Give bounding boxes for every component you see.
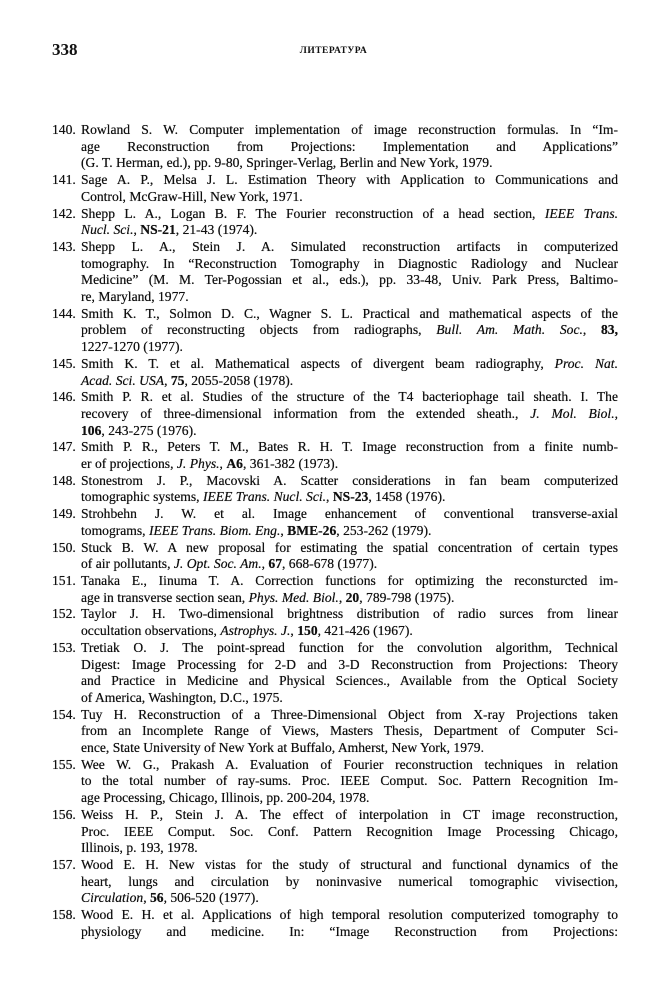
reference-text: (G. T. Herman, ed.), pp. 9-80, Springer-Verlag, Berlin and New York, 1979. — [81, 155, 493, 171]
reference-line — [81, 456, 618, 473]
reference-number: 158. — [52, 907, 76, 923]
reference-line — [81, 373, 618, 390]
reference-line — [81, 406, 618, 423]
reference-line — [81, 189, 618, 206]
reference-text: , 21-43 (1974). — [175, 222, 258, 238]
reference-number: 143. — [52, 238, 76, 254]
page-number: 338 — [52, 40, 78, 59]
reference-text: occultation observations, — [81, 623, 221, 639]
reference-text: , — [280, 522, 288, 538]
reference-entry — [52, 540, 618, 573]
reference-line — [81, 857, 618, 874]
reference-line — [81, 640, 618, 657]
reference-text: , 2055-2058 (1978). — [184, 372, 294, 388]
reference-line — [81, 256, 618, 273]
reference-text: Wood E. H. et al. Applications of high temporal resolution computerized tomography to — [81, 907, 618, 923]
volume-number: 75 — [170, 372, 185, 388]
journal-title: Proc. Nat. — [554, 355, 618, 371]
reference-entry — [52, 206, 618, 239]
reference-line — [81, 556, 618, 573]
journal-title: IEEE Trans. Nucl. Sci. — [202, 489, 327, 505]
reference-number: 154. — [52, 706, 76, 722]
reference-text: , 1458 (1976). — [368, 489, 446, 505]
reference-text: Smith P. R., Peters T. M., Bates R. H. T. Image reconstruction from a finite numb- — [81, 439, 618, 455]
journal-title: Nucl. Sci. — [81, 222, 134, 238]
reference-text: Control, McGraw-Hill, New York, 1971. — [81, 188, 303, 204]
reference-line — [81, 590, 618, 607]
reference-text: , 789-798 (1975). — [359, 589, 455, 605]
reference-entry — [52, 857, 618, 907]
reference-entry — [52, 306, 618, 356]
reference-text: age in transverse section sean, — [81, 589, 249, 605]
reference-text: of air pollutants, — [81, 556, 174, 572]
reference-number: 147. — [52, 439, 76, 455]
reference-line — [81, 690, 618, 707]
volume-number: NS-23 — [332, 489, 369, 505]
reference-line — [81, 239, 618, 256]
reference-entry — [52, 807, 618, 857]
journal-title: Astrophys. J. — [220, 623, 291, 639]
reference-line — [81, 874, 618, 891]
reference-entry — [52, 640, 618, 707]
reference-number: 151. — [52, 572, 76, 588]
volume-number: NS-21 — [140, 222, 176, 238]
volume-number: 83, — [601, 322, 618, 338]
reference-text: , — [290, 623, 298, 639]
reference-number: 142. — [52, 205, 76, 221]
reference-text: , 243-275 (1976). — [101, 422, 197, 438]
reference-line — [81, 473, 618, 490]
reference-text: , 253-262 (1979). — [336, 522, 432, 538]
reference-number: 153. — [52, 639, 76, 655]
journal-title: J. Mol. Biol. — [530, 405, 615, 421]
reference-text: Tuy H. Reconstruction of a Three-Dimensional Object from X-ray Projections taken — [81, 706, 618, 722]
reference-line — [81, 673, 618, 690]
journal-title: J. Opt. Soc. Am. — [173, 556, 262, 572]
reference-entry — [52, 506, 618, 539]
reference-entry — [52, 606, 618, 639]
reference-text: Weiss H. P., Stein J. A. The effect of interpolation in CT image reconstruction, — [81, 806, 618, 822]
volume-number: BME-26 — [287, 522, 337, 538]
reference-line — [81, 573, 618, 590]
reference-text: physiology and medicine. In: “Image Reconstruction from Projections: — [81, 923, 618, 939]
reference-text: er of projections, — [81, 456, 177, 472]
reference-text: Shepp L. A., Logan B. F. The Fourier reconstruction of a head section, — [81, 205, 545, 221]
reference-text: 1227-1270 (1977). — [81, 339, 183, 355]
reference-line — [81, 840, 618, 857]
volume-number: A6 — [226, 456, 243, 472]
reference-number: 152. — [52, 606, 76, 622]
reference-line — [81, 790, 618, 807]
reference-entry — [52, 907, 618, 940]
reference-number: 155. — [52, 756, 76, 772]
reference-entry — [52, 473, 618, 506]
reference-line — [81, 657, 618, 674]
reference-number: 145. — [52, 355, 76, 371]
reference-line — [81, 540, 618, 557]
reference-entry — [52, 707, 618, 757]
reference-text: Digest: Image Processing for 2-D and 3-D Reconstruction from Projections: Theory — [81, 656, 618, 672]
reference-line — [81, 707, 618, 724]
reference-text: , — [326, 489, 333, 505]
reference-line — [81, 439, 618, 456]
reference-line — [81, 206, 618, 223]
reference-line — [81, 506, 618, 523]
reference-text: , — [261, 556, 269, 572]
reference-text: , 506-520 (1977). — [163, 890, 259, 906]
reference-text: ence, State University of New York at Buffalo, Amherst, New York, 1979. — [81, 740, 484, 756]
reference-text: , — [143, 890, 150, 906]
reference-line — [81, 155, 618, 172]
reference-line — [81, 322, 618, 339]
reference-number: 141. — [52, 172, 76, 188]
reference-text: Rowland S. W. Computer implementation of image reconstruction formulas. In “Im- — [81, 122, 618, 137]
reference-text: , 668-678 (1977). — [281, 556, 378, 572]
reference-line — [81, 757, 618, 774]
reference-text: recovery of three-dimensional information from the extended sheath., — [81, 405, 531, 421]
volume-number: 67 — [268, 556, 282, 572]
journal-title: Bull. Am. Math. Soc. — [436, 322, 583, 338]
reference-text: , — [133, 222, 141, 238]
reference-entry — [52, 172, 618, 205]
reference-entry — [52, 573, 618, 606]
reference-line — [81, 172, 618, 189]
reference-text: tomographic systems, — [81, 489, 203, 505]
reference-line — [81, 723, 618, 740]
volume-number: 150 — [297, 623, 318, 639]
reference-text: tomograms, — [81, 522, 149, 538]
reference-line — [81, 289, 618, 306]
reference-text: Wood E. H. New vistas for the study of structural and functional dynamics of the — [81, 856, 618, 872]
reference-text: Smith P. R. et al. Studies of the structure of the T4 bacteriophage tail sheath. I. The — [81, 389, 618, 405]
reference-line — [81, 489, 618, 506]
journal-title: Circulation — [81, 890, 144, 906]
reference-line — [81, 339, 618, 356]
reference-line — [81, 773, 618, 790]
reference-entry — [52, 439, 618, 472]
reference-text: , — [338, 589, 346, 605]
reference-text: , — [614, 405, 619, 421]
journal-title: IEEE Trans. — [544, 205, 619, 221]
reference-line — [81, 523, 618, 540]
reference-entry — [52, 122, 618, 172]
reference-line — [81, 807, 618, 824]
reference-text: , 421-426 (1967). — [317, 623, 413, 639]
reference-text: Illinois, p. 193, 1978. — [81, 840, 198, 856]
reference-text: , — [164, 372, 171, 388]
reference-line — [81, 890, 618, 907]
reference-line — [81, 306, 618, 323]
reference-text: Stonestrom J. P., Macovski A. Scatter considerations in fan beam computerized — [81, 472, 618, 488]
reference-text: Tanaka E., Iinuma T. A. Correction functions for optimizing the reconsturcted im- — [81, 572, 618, 588]
reference-text: , 361-382 (1973). — [242, 456, 339, 472]
journal-title: Acad. Sci. USA — [81, 372, 165, 388]
reference-entry — [52, 239, 618, 306]
reference-text: Smith K. T., Solmon D. C., Wagner S. L. Practical and mathematical aspects of the — [81, 305, 618, 321]
reference-text: , — [219, 456, 227, 472]
reference-list — [52, 122, 618, 940]
reference-line — [81, 222, 618, 239]
reference-text: age Reconstruction from Projections: Implementation and Applications” — [81, 138, 618, 154]
reference-number: 157. — [52, 856, 76, 872]
reference-text: , — [582, 322, 601, 338]
reference-line — [81, 356, 618, 373]
reference-line — [81, 122, 618, 139]
reference-number: 150. — [52, 539, 76, 555]
reference-text: Strohbehn J. W. et al. Image enhancement of conventional transverse-axial — [81, 506, 618, 522]
reference-text: Medicine” (M. M. Ter-Pogossian et al., eds.), pp. 33-48, Univ. Park Press, Baltimo- — [81, 272, 618, 288]
journal-title: Phys. Med. Biol. — [248, 589, 339, 605]
reference-line — [81, 606, 618, 623]
reference-entry — [52, 389, 618, 439]
reference-text: Proc. IEEE Comput. Soc. Conf. Pattern Recognition Image Processing Chicago, — [81, 823, 618, 839]
reference-text: and Practice in Medicine and Physical Sciences., Available from the Optical Society — [81, 673, 618, 689]
reference-text: Wee W. G., Prakash A. Evaluation of Fourier reconstruction techniques in relation — [81, 756, 618, 772]
reference-number: 156. — [52, 806, 76, 822]
reference-text: Taylor J. H. Two-dimensional brightness distribution of radio surces from linear — [81, 606, 618, 622]
journal-title: IEEE Trans. Biom. Eng. — [148, 522, 281, 538]
reference-number: 149. — [52, 506, 76, 522]
reference-line — [81, 907, 618, 924]
volume-number: 20 — [345, 589, 360, 605]
reference-number: 148. — [52, 472, 76, 488]
reference-text: of America, Washington, D.C., 1975. — [81, 689, 283, 705]
reference-entry — [52, 757, 618, 807]
reference-entry — [52, 356, 618, 389]
reference-text: to the total number of ray-sums. Proc. IEEE Comput. Soc. Pattern Recognition Im- — [81, 773, 618, 789]
reference-number: 146. — [52, 389, 76, 405]
reference-line — [81, 924, 618, 941]
reference-number: 144. — [52, 305, 76, 321]
journal-title: J. Phys. — [176, 456, 220, 472]
reference-text: from an Incomplete Range of Views, Masters Thesis, Department of Computer Sci- — [81, 723, 618, 739]
reference-text: Sage A. P., Melsa J. L. Estimation Theory with Application to Communications and — [81, 172, 618, 188]
volume-number: 106 — [81, 422, 102, 438]
reference-line — [81, 623, 618, 640]
running-head: ЛИТЕРАТУРА — [299, 46, 368, 56]
reference-line — [81, 423, 618, 440]
reference-line — [81, 740, 618, 757]
reference-text: Shepp L. A., Stein J. A. Simulated reconstruction artifacts in computerized — [81, 238, 618, 254]
reference-text: problem of reconstructing objects from radiographs, — [81, 322, 437, 338]
reference-number: 140. — [52, 122, 76, 137]
reference-line — [81, 389, 618, 406]
volume-number: 56 — [149, 890, 164, 906]
reference-text: Stuck B. W. A new proposal for estimating the spatial concentration of certain types — [81, 539, 618, 555]
reference-line — [81, 824, 618, 841]
reference-line — [81, 272, 618, 289]
reference-text: age Processing, Chicago, Illinois, pp. 200-204, 1978. — [81, 790, 370, 806]
reference-text: tomography. In “Reconstruction Tomography in Diagnostic Radiology and Nuclear — [81, 255, 618, 271]
reference-text: heart, lungs and circulation by noninvasive numerical tomographic vivisection, — [81, 873, 618, 889]
reference-text: Tretiak O. J. The point-spread function for the convolution algorithm, Technical — [81, 639, 618, 655]
reference-text: Smith K. T. et al. Mathematical aspects of divergent beam radiography, — [81, 355, 555, 371]
reference-line — [81, 139, 618, 156]
reference-text: re, Maryland, 1977. — [81, 289, 189, 305]
